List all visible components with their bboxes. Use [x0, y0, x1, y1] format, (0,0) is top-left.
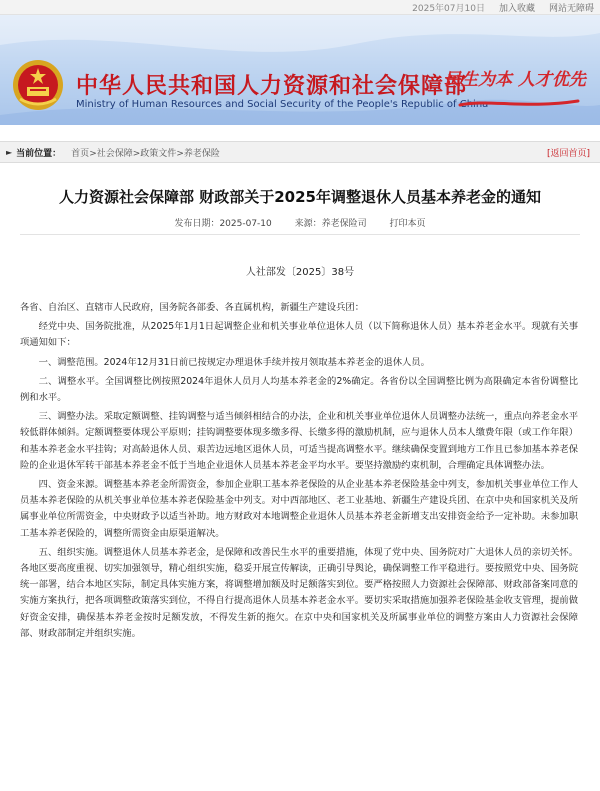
article-source: 来源：养老保险司 — [294, 219, 367, 229]
accessibility-link[interactable]: 网站无障碍 — [548, 3, 594, 14]
article-title: 人力资源社会保障部 财政部关于2025年调整退休人员基本养老金的通知 — [59, 188, 541, 206]
paragraph-scope: 一、调整范围。2024年12月31日前已按规定办理退休手续并按月领取基本养老金的退休人员。 — [38, 356, 430, 368]
home-icon: ► — [6, 147, 13, 157]
breadcrumb-item-home[interactable]: 首页 — [71, 148, 90, 159]
slogan-brush-stroke-icon — [456, 95, 582, 111]
document-number: 人社部发〔2025〕38号 — [245, 267, 355, 278]
print-page-link[interactable]: 打印本页 — [389, 219, 426, 229]
breadcrumb-separator: > — [176, 148, 184, 159]
paragraph-intro: 经党中央、国务院批准，从2025年1月1日起调整企业和机关事业单位退休人员（以下简称退休人员）基本养老金水平。现就有关事项通知如下： — [20, 321, 578, 349]
current-date: 2025年07月10日 — [412, 3, 485, 14]
national-emblem-icon — [12, 59, 64, 111]
paragraph-method: 三、调整办法。采取定额调整、挂钩调整与适当倾斜相结合的办法，企业和机关事业单位退休人员调整办法统一，重点向养老金水平较低群体倾斜。定额调整要体现公平原则；挂钩调整要体现多缴多得、长缴多得的激励机制，应与退休人员本人缴费年限（或工作年限）和基本养老金水平挂钩；对高龄退休人员、艰苦边远地区退休人员，可适当提高调整水平。继续确保变置到地方工作且已参加基本养老保险的企业退休军转干部基本养老金不低于当地企业退休人员基本养老金平均水平。要坚持激励约束机制，合理确定具体调整办法。 — [20, 411, 578, 471]
paragraph-salutation: 各省、自治区、直辖市人民政府，国务院各部委、各直属机构，新疆生产建设兵团： — [20, 302, 364, 313]
top-utility-bar — [0, 0, 600, 15]
article-body — [20, 300, 578, 645]
ministry-name-en: Ministry of Human Resources and Social Security of the People's Republic of China — [76, 99, 489, 110]
back-to-home-link[interactable]: [返回首页] — [546, 148, 590, 159]
title-divider — [20, 234, 580, 235]
paragraph-implementation: 五、组织实施。调整退休人员基本养老金，是保障和改善民生水平的重要措施，体现了党中央、国务院对广大退休人员的亲切关怀。各地区要高度重视、切实加强领导，精心组织实施，稳妥开展宣传解读，正确引导舆论，确保调整工作平稳进行。要按照党中央、国务院统一部署，结合本地区实际，制定具体实施方案，将调整增加额及时足额落实到位。要严格按照人力资源社会保障部、财政部备案同意的实施方案执行，把各项调整政策落实到位，不得自行提高退休人员基本养老金水平。要切实采取措施加强养老保险基金收支管理，提前做好资金安排，确保基本养老金按时足额发放，不得发生新的拖欠。在京中央和国家机关及所属事业单位的调整方案由人力资源社会保障部、财政部制定并组织实施。 — [20, 546, 578, 639]
breadcrumb-item-pension[interactable]: 养老保险 — [183, 148, 220, 159]
breadcrumb-path — [71, 146, 220, 159]
article-meta — [0, 216, 600, 229]
ministry-slogan: 民生为本 人才优先 — [444, 70, 586, 90]
add-favorite-link[interactable]: 加入收藏 — [498, 3, 535, 14]
paragraph-funding: 四、资金来源。调整基本养老金所需资金，参加企业职工基本养老保险的从企业基本养老保险基金中列支，参加机关事业单位工作人员基本养老保险的从机关事业单位基本养老保险基金中列支。对中西部地区、老工业基地、新疆生产建设兵团、在京中央和国家机关及所属事业单位所需资金，中央财政予以适当补助。地方财政对本地调整企业退休人员基本养老金新增支出安排资金给予一定补助。未参加职工基本养老保险的，调整所需资金由原渠道解决。 — [20, 479, 578, 539]
breadcrumb-separator: > — [89, 148, 97, 159]
breadcrumb — [0, 141, 600, 163]
ministry-name-cn: 中华人民共和国人力资源和社会保障部 — [76, 74, 468, 99]
breadcrumb-separator: > — [132, 148, 141, 159]
breadcrumb-item-social-security[interactable]: 社会保障 — [96, 148, 133, 159]
publish-date: 发布日期：2025-07-10 — [174, 219, 272, 229]
paragraph-level: 二、调整水平。全国调整比例按照2024年退休人员月人均基本养老金的2%确定。各省份以全国调整比例为高限确定本省份调整比例和水平。 — [20, 375, 578, 404]
site-header-banner — [0, 15, 600, 125]
breadcrumb-item-policy-docs[interactable]: 政策文件 — [140, 148, 177, 159]
breadcrumb-label: 当前位置： — [16, 148, 62, 159]
